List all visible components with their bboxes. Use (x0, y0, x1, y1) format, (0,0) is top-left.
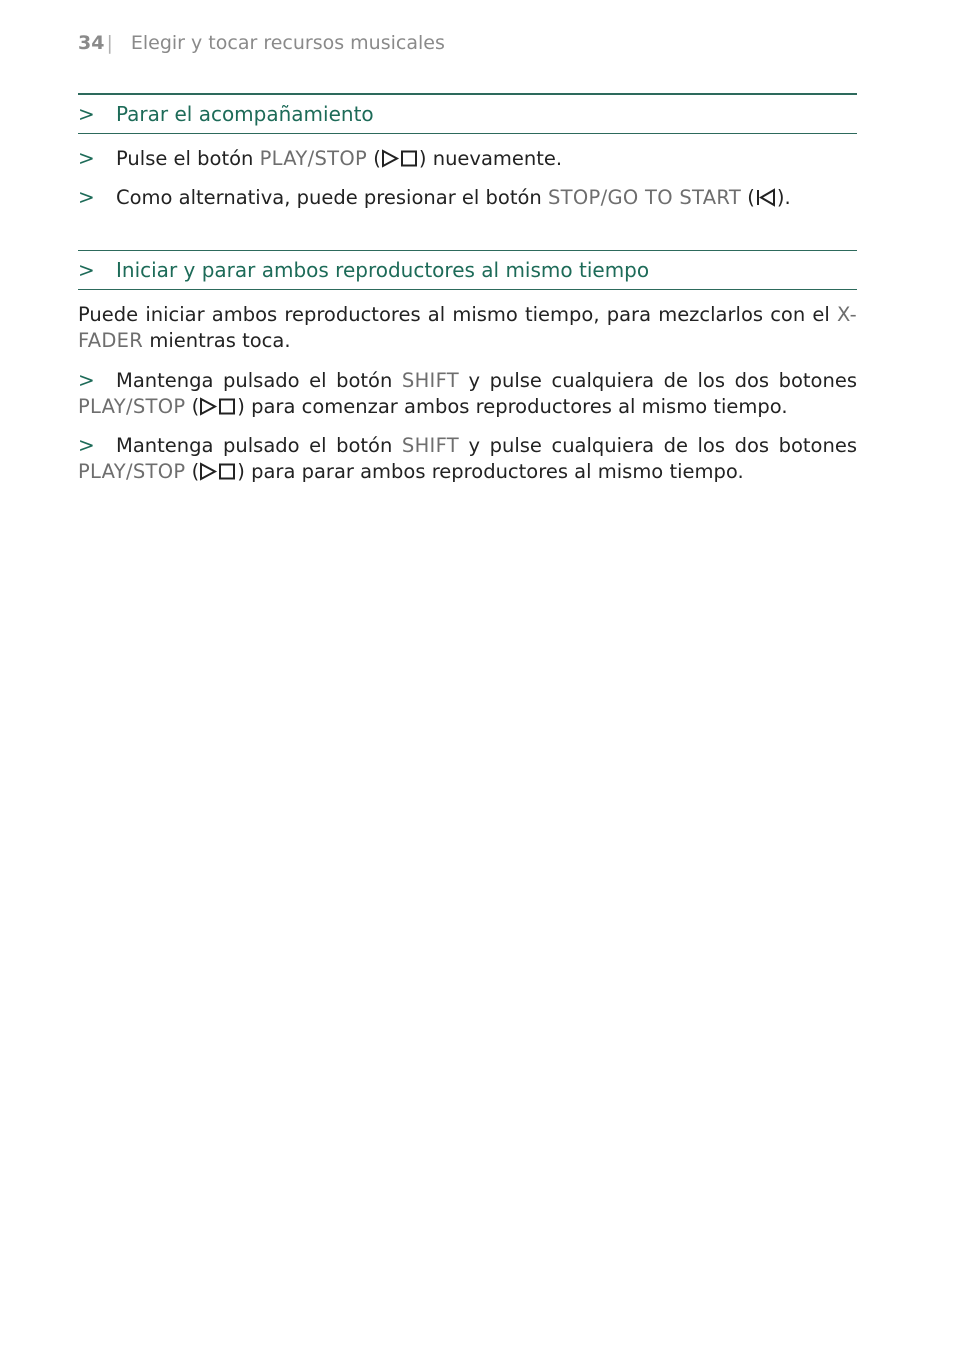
chevron-right-icon: > (78, 258, 95, 282)
chevron-right-icon: > (78, 146, 95, 170)
step-text-end: ) para parar ambos reproductores al mismo tiempo. (237, 460, 744, 483)
step-text: Mantenga pulsado el botón (116, 434, 402, 457)
chapter-title: Elegir y tocar recursos musicales (130, 32, 445, 54)
stop-go-to-start-button-label: STOP/GO TO START (547, 186, 742, 209)
go-to-start-icon (755, 188, 777, 214)
chevron-right-icon: > (78, 368, 95, 392)
intro-text-end: mientras toca. (143, 329, 291, 352)
paren-open: ( (185, 395, 200, 418)
running-header (78, 32, 445, 54)
step-press-stop-go-to-start (78, 184, 857, 214)
play-stop-button-label: PLAY/STOP (78, 460, 186, 483)
step-text-end: ) nuevamente. (418, 147, 563, 170)
paren-open: ( (367, 147, 381, 170)
play-stop-icon (199, 397, 237, 423)
step-text: Mantenga pulsado el botón (116, 369, 402, 392)
step-shift-play-stop-both (78, 432, 857, 488)
chevron-right-icon: > (78, 102, 95, 126)
step-text-mid: y pulse cualquiera de los dos botones (458, 369, 857, 392)
play-stop-button-label: PLAY/STOP (259, 147, 368, 170)
step-text: Como alternativa, puede presionar el botón (116, 186, 548, 209)
shift-button-label: SHIFT (401, 434, 459, 457)
section-start-stop-both-players (78, 250, 857, 290)
paren-open: ( (185, 460, 200, 483)
chevron-right-icon: > (78, 433, 95, 457)
step-text-end: ) para comenzar ambos reproductores al mismo tiempo. (237, 395, 788, 418)
section-heading-text: Parar el acompañamiento (116, 102, 374, 126)
step-shift-play-start-both (78, 367, 857, 423)
intro-paragraph (78, 302, 857, 354)
play-stop-button-label: PLAY/STOP (78, 395, 186, 418)
section-heading (78, 250, 857, 290)
step-text-end: ). (776, 186, 791, 209)
section-heading-text: Iniciar y parar ambos reproductores al mismo tiempo (116, 258, 650, 282)
section-heading (78, 93, 857, 134)
step-press-play-stop (78, 145, 857, 175)
intro-text: Puede iniciar ambos reproductores al mismo tiempo, para mezclarlos con el (78, 303, 837, 326)
shift-button-label: SHIFT (401, 369, 459, 392)
x-fader-label: X-FADER (78, 303, 857, 352)
paren-open: ( (741, 186, 755, 209)
header-separator: | (106, 32, 113, 54)
step-text: Pulse el botón (116, 147, 260, 170)
play-stop-icon (199, 462, 237, 488)
play-stop-icon (381, 149, 419, 175)
page-number: 34 (78, 32, 105, 54)
step-text-mid: y pulse cualquiera de los dos botones (458, 434, 857, 457)
section-stop-accompaniment (78, 93, 857, 134)
chevron-right-icon: > (78, 185, 95, 209)
